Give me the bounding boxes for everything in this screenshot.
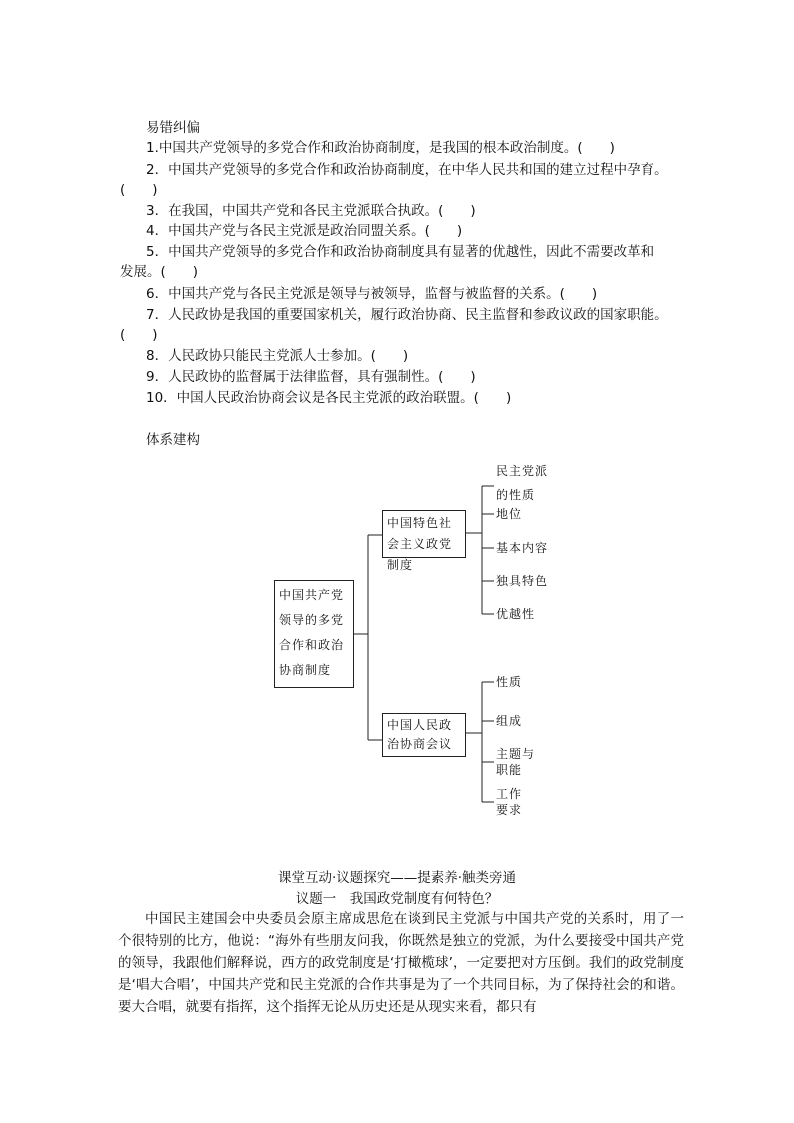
branch-box-party-system: 中国特色社会主义政党制度 xyxy=(382,510,466,558)
topic-subtitle: 议题一 我国政党制度有何特色？ xyxy=(295,891,499,907)
error-item-10: 10．中国人民政治协商会议是各民主党派的政治联盟。( ) xyxy=(146,390,512,406)
error-item-4: 4．中国共产党与各民主党派是政治同盟关系。( ) xyxy=(146,223,463,239)
error-item-9: 9．人民政协的监督属于法律监督，具有强制性。( ) xyxy=(146,369,476,385)
error-item-5-cont: 发展。( ) xyxy=(120,264,199,280)
lesson-title: 课堂互动·议题探究——提素养·触类旁通 xyxy=(277,870,517,886)
leaf-composition: 组成 xyxy=(496,714,523,728)
root-box: 中国共产党领导的多党合作和政治协商制度 xyxy=(274,580,354,688)
error-item-2-cont: ( ) xyxy=(120,182,158,198)
leaf-work-requirements: 工作 要求 xyxy=(496,787,523,817)
error-item-7-cont: ( ) xyxy=(120,327,158,343)
section-heading-structure: 体系建构 xyxy=(146,432,200,448)
error-item-8: 8．人民政协只能民主党派人士参加。( ) xyxy=(146,348,409,364)
leaf-cppcc-nature: 性质 xyxy=(496,675,523,689)
error-item-6: 6．中国共产党与各民主党派是领导与被领导，监督与被监督的关系。( ) xyxy=(146,286,598,302)
error-item-7: 7．人民政协是我国的重要国家机关，履行政治协商、民主监督和参政议政的国家职能。 xyxy=(146,307,668,323)
leaf-party-nature: 民主党派 的性质 xyxy=(496,464,549,502)
leaf-theme-functions: 主题与 职能 xyxy=(496,747,536,777)
section-heading-errors: 易错纠偏 xyxy=(146,120,200,136)
error-item-3: 3．在我国，中国共产党和各民主党派联合执政。( ) xyxy=(146,203,476,219)
error-item-5: 5．中国共产党领导的多党合作和政治协商制度具有显著的优越性，因此不需要改革和 xyxy=(146,244,655,260)
topic-paragraph: 中国民主建国会中央委员会原主席成思危在谈到民主党派与中国共产党的关系时，用了一个很特别的比方，他说：“海外有些朋友问我，你既然是独立的党派，为什么要接受中国共产党的领导，我跟他们解释说，西方的政党制度是‘打橄榄球’，一定要把对方压倒。我们的政党制度是‘唱大合唱’，中国共产党和民主党派的合作共事是为了一个共同目标，为了保持社会的和谐。要大合唱，就要有指挥，这个指挥无论从历史还是从现实来看，都只有 xyxy=(118,911,684,1015)
error-item-2: 2．中国共产党领导的多党合作和政治协商制度，在中华人民共和国的建立过程中孕育。 xyxy=(146,162,668,178)
leaf-status: 地位 xyxy=(496,507,523,521)
leaf-unique-features: 独具特色 xyxy=(496,574,549,588)
error-item-1: 1.中国共产党领导的多党合作和政治协商制度，是我国的根本政治制度。( ) xyxy=(146,140,615,156)
leaf-basic-content: 基本内容 xyxy=(496,541,549,555)
branch-box-cppcc: 中国人民政治协商会议 xyxy=(382,713,466,757)
leaf-superiority: 优越性 xyxy=(496,607,536,621)
